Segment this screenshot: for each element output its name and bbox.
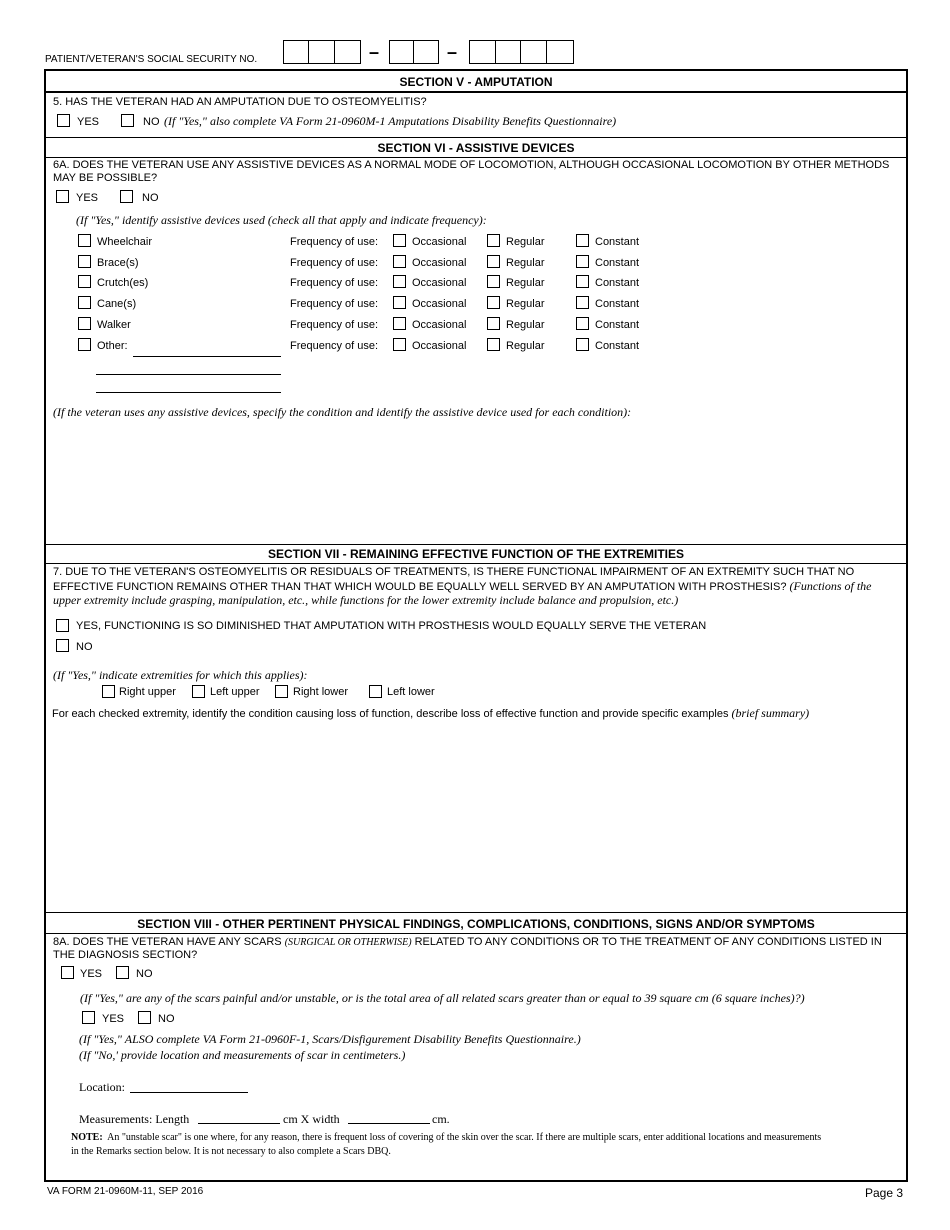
ssn-dash-2: – xyxy=(447,42,458,62)
occasional-label: Occasional xyxy=(412,340,467,352)
question-7-line2-text: EFFECTIVE FUNCTION REMAINS OTHER THAN THAT WHICH WOULD BE EQUALLY WELL SERVED BY AN AMPUTATION WITH PROSTHESIS? xyxy=(53,581,787,593)
device-cane-s-checkbox[interactable] xyxy=(78,296,91,309)
q8a-painful-no-label: NO xyxy=(158,1013,175,1025)
question-6a-line2: MAY BE POSSIBLE? xyxy=(53,172,158,184)
device-wheelchair-occasional-checkbox[interactable] xyxy=(393,234,406,247)
q6a-yes-label: YES xyxy=(76,192,99,204)
occasional-label: Occasional xyxy=(412,319,467,331)
device-brace-s-constant-checkbox[interactable] xyxy=(576,255,589,268)
occasional-label: Occasional xyxy=(412,257,467,269)
q8a-no-checkbox[interactable] xyxy=(116,966,129,979)
q8a-if-no: (If "No,' provide location and measurements of scar in centimeters.) xyxy=(79,1048,406,1062)
question-6a-line1: 6A. DOES THE VETERAN USE ANY ASSISTIVE DEVICES AS A NORMAL MODE OF LOCOMOTION, ALTHOUGH OCCASIONAL LOCOMOTION BY OTHER METHODS xyxy=(53,159,890,171)
extremity-right-lower-label: Right lower xyxy=(293,686,349,698)
device-brace-s-regular-checkbox[interactable] xyxy=(487,255,500,268)
form-id: VA FORM 21-0960M-11, SEP 2016 xyxy=(47,1186,204,1197)
q7-no-checkbox[interactable] xyxy=(56,639,69,652)
q8a-painful-no-checkbox[interactable] xyxy=(138,1011,151,1024)
other-device-line-1[interactable] xyxy=(133,356,281,357)
device-other-regular-checkbox[interactable] xyxy=(487,338,500,351)
device-walker-regular-checkbox[interactable] xyxy=(487,317,500,330)
q8a-text-3: RELATED TO ANY CONDITIONS OR TO THE TREATMENT OF ANY CONDITIONS LISTED IN xyxy=(414,936,882,948)
q8a-also-complete: (If "Yes," ALSO complete VA Form 21-0960F-1, Scars/Disfigurement Disability Benefits Questionnaire.) xyxy=(79,1032,581,1046)
q6a-condition-response-area[interactable] xyxy=(50,425,900,540)
q5-yes-checkbox[interactable] xyxy=(57,114,70,127)
cm-x-width-label: cm X width xyxy=(283,1112,340,1126)
location-field[interactable] xyxy=(130,1092,248,1093)
note-line2: in the Remarks section below. It is not necessary to also complete a Scars DBQ. xyxy=(71,1146,391,1157)
note-label: NOTE: xyxy=(71,1132,103,1143)
device-walker-checkbox[interactable] xyxy=(78,317,91,330)
device-other-constant-checkbox[interactable] xyxy=(576,338,589,351)
extremity-left-upper-label: Left upper xyxy=(210,686,260,698)
device-crutch-es-occasional-checkbox[interactable] xyxy=(393,275,406,288)
question-8a-line2: THE DIAGNOSIS SECTION? xyxy=(53,949,198,961)
q8a-painful-yes-checkbox[interactable] xyxy=(82,1011,95,1024)
ssn-field-part3[interactable] xyxy=(469,40,574,64)
q6a-condition-instruction: (If the veteran uses any assistive devices, specify the condition and identify the assistive device used for each condition): xyxy=(53,405,632,419)
q5-note: (If "Yes," also complete VA Form 21-0960M-1 Amputations Disability Benefits Questionnaire) xyxy=(164,114,617,128)
extremity-right-upper-checkbox[interactable] xyxy=(102,685,115,698)
device-crutch-es-checkbox[interactable] xyxy=(78,275,91,288)
location-label: Location: xyxy=(79,1080,125,1094)
q6a-if-yes-instruction: (If "Yes," identify assistive devices used (check all that apply and indicate frequency): xyxy=(76,213,487,227)
width-field[interactable] xyxy=(348,1123,430,1124)
device-cane-s-regular-checkbox[interactable] xyxy=(487,296,500,309)
device-brace-s-occasional-checkbox[interactable] xyxy=(393,255,406,268)
ssn-label: PATIENT/VETERAN'S SOCIAL SECURITY NO. xyxy=(45,54,258,65)
q7-if-yes-instruction: (If "Yes," indicate extremities for which this applies): xyxy=(53,668,308,682)
extremity-left-upper-checkbox[interactable] xyxy=(192,685,205,698)
device-cane-s-occasional-checkbox[interactable] xyxy=(393,296,406,309)
q6a-no-checkbox[interactable] xyxy=(120,190,133,203)
device-wheelchair-regular-checkbox[interactable] xyxy=(487,234,500,247)
ssn-field-part1[interactable] xyxy=(283,40,361,64)
question-7-line3: upper extremity include grasping, manipulation, etc., while functions for the lower extremity include balance and propulsion, etc.) xyxy=(53,593,679,607)
ssn-dash: – xyxy=(369,42,380,62)
question-7-line2-italic: (Functions of the xyxy=(789,579,872,593)
regular-label: Regular xyxy=(506,257,545,269)
constant-label: Constant xyxy=(595,340,640,352)
length-field[interactable] xyxy=(198,1123,280,1124)
q8a-yes-label: YES xyxy=(80,968,103,980)
device-walker-occasional-checkbox[interactable] xyxy=(393,317,406,330)
occasional-label: Occasional xyxy=(412,277,467,289)
regular-label: Regular xyxy=(506,236,545,248)
device-brace-s-checkbox[interactable] xyxy=(78,255,91,268)
q7-each-checked xyxy=(52,706,809,721)
device-walker-label: Walker xyxy=(97,319,131,331)
regular-label: Regular xyxy=(506,340,545,352)
device-other-checkbox[interactable] xyxy=(78,338,91,351)
device-crutch-es-constant-checkbox[interactable] xyxy=(576,275,589,288)
device-cane-s-label: Cane(s) xyxy=(97,298,137,310)
device-walker-constant-checkbox[interactable] xyxy=(576,317,589,330)
q5-no-label: NO xyxy=(143,116,160,128)
question-7-line1: 7. DUE TO THE VETERAN'S OSTEOMYELITIS OR RESIDUALS OF TREATMENTS, IS THERE FUNCTIONAL IMPAIRMENT OF AN EXTREMITY SUCH THAT NO xyxy=(53,566,855,578)
q7-no-label: NO xyxy=(76,641,93,653)
constant-label: Constant xyxy=(595,236,640,248)
frequency-label: Frequency of use: xyxy=(290,298,379,310)
extremity-left-lower-checkbox[interactable] xyxy=(369,685,382,698)
q6a-no-label: NO xyxy=(142,192,159,204)
question-8a-line1 xyxy=(53,936,882,948)
ssn-field-part2[interactable] xyxy=(389,40,439,64)
measurements-label: Measurements: Length xyxy=(79,1112,190,1126)
question-5: 5. HAS THE VETERAN HAD AN AMPUTATION DUE TO OSTEOMYELITIS? xyxy=(53,96,427,108)
section-v-title: SECTION V - AMPUTATION xyxy=(399,75,553,89)
cm-label: cm. xyxy=(432,1112,450,1126)
q8a-yes-checkbox[interactable] xyxy=(61,966,74,979)
q7-brief-summary: (brief summary) xyxy=(731,706,810,720)
q7-response-area[interactable] xyxy=(50,725,900,905)
constant-label: Constant xyxy=(595,257,640,269)
extremity-right-upper-label: Right upper xyxy=(119,686,176,698)
regular-label: Regular xyxy=(506,319,545,331)
q7-yes-label: YES, FUNCTIONING IS SO DIMINISHED THAT AMPUTATION WITH PROSTHESIS WOULD EQUALLY SERVE THE VETERAN xyxy=(76,620,707,632)
q6a-yes-checkbox[interactable] xyxy=(56,190,69,203)
frequency-label: Frequency of use: xyxy=(290,340,379,352)
other-device-line-2[interactable] xyxy=(96,374,281,375)
device-crutch-es-label: Crutch(es) xyxy=(97,277,149,289)
other-device-line-3[interactable] xyxy=(96,392,281,393)
constant-label: Constant xyxy=(595,319,640,331)
q5-yes-label: YES xyxy=(77,116,100,128)
regular-label: Regular xyxy=(506,298,545,310)
device-brace-s-label: Brace(s) xyxy=(97,257,139,269)
q8a-text-1: 8A. DOES THE VETERAN HAVE ANY SCARS xyxy=(53,936,282,948)
q8a-painful-question: (If "Yes," are any of the scars painful and/or unstable, or is the total area of all related scars greater than or equal to 39 square cm (6 square inches)?) xyxy=(80,991,805,1005)
frequency-label: Frequency of use: xyxy=(290,236,379,248)
q8a-text-2: (SURGICAL OR OTHERWISE) xyxy=(284,937,412,948)
occasional-label: Occasional xyxy=(412,236,467,248)
q7-each-checked-text: For each checked extremity, identify the condition causing loss of function, describe loss of effective function and provide specific examples xyxy=(52,708,729,720)
frequency-label: Frequency of use: xyxy=(290,257,379,269)
section-vi-title: SECTION VI - ASSISTIVE DEVICES xyxy=(377,141,575,155)
q8a-no-label: NO xyxy=(136,968,153,980)
frequency-label: Frequency of use: xyxy=(290,319,379,331)
occasional-label: Occasional xyxy=(412,298,467,310)
device-wheelchair-constant-checkbox[interactable] xyxy=(576,234,589,247)
device-crutch-es-regular-checkbox[interactable] xyxy=(487,275,500,288)
device-wheelchair-checkbox[interactable] xyxy=(78,234,91,247)
constant-label: Constant xyxy=(595,277,640,289)
device-cane-s-constant-checkbox[interactable] xyxy=(576,296,589,309)
device-other-occasional-checkbox[interactable] xyxy=(393,338,406,351)
constant-label: Constant xyxy=(595,298,640,310)
q7-yes-checkbox[interactable] xyxy=(56,619,69,632)
q8a-painful-yes-label: YES xyxy=(102,1013,125,1025)
regular-label: Regular xyxy=(506,277,545,289)
frequency-label: Frequency of use: xyxy=(290,277,379,289)
page-number: Page 3 xyxy=(865,1186,904,1200)
note-line1 xyxy=(71,1132,821,1143)
extremity-left-lower-label: Left lower xyxy=(387,686,435,698)
device-wheelchair-label: Wheelchair xyxy=(97,236,153,248)
section-viii-title: SECTION VIII - OTHER PERTINENT PHYSICAL FINDINGS, COMPLICATIONS, CONDITIONS, SIGNS AND/OR SYMPTOMS xyxy=(137,917,815,931)
question-7-line2 xyxy=(53,579,872,594)
section-vii-title: SECTION VII - REMAINING EFFECTIVE FUNCTION OF THE EXTREMITIES xyxy=(267,547,684,561)
q5-no-checkbox[interactable] xyxy=(121,114,134,127)
extremity-right-lower-checkbox[interactable] xyxy=(275,685,288,698)
note-text-1: An "unstable scar" is one where, for any reason, there is frequent loss of covering of the skin over the scar. If there are multiple scars, enter additional locations and measurements xyxy=(107,1132,822,1143)
device-other-label: Other: xyxy=(97,340,128,352)
